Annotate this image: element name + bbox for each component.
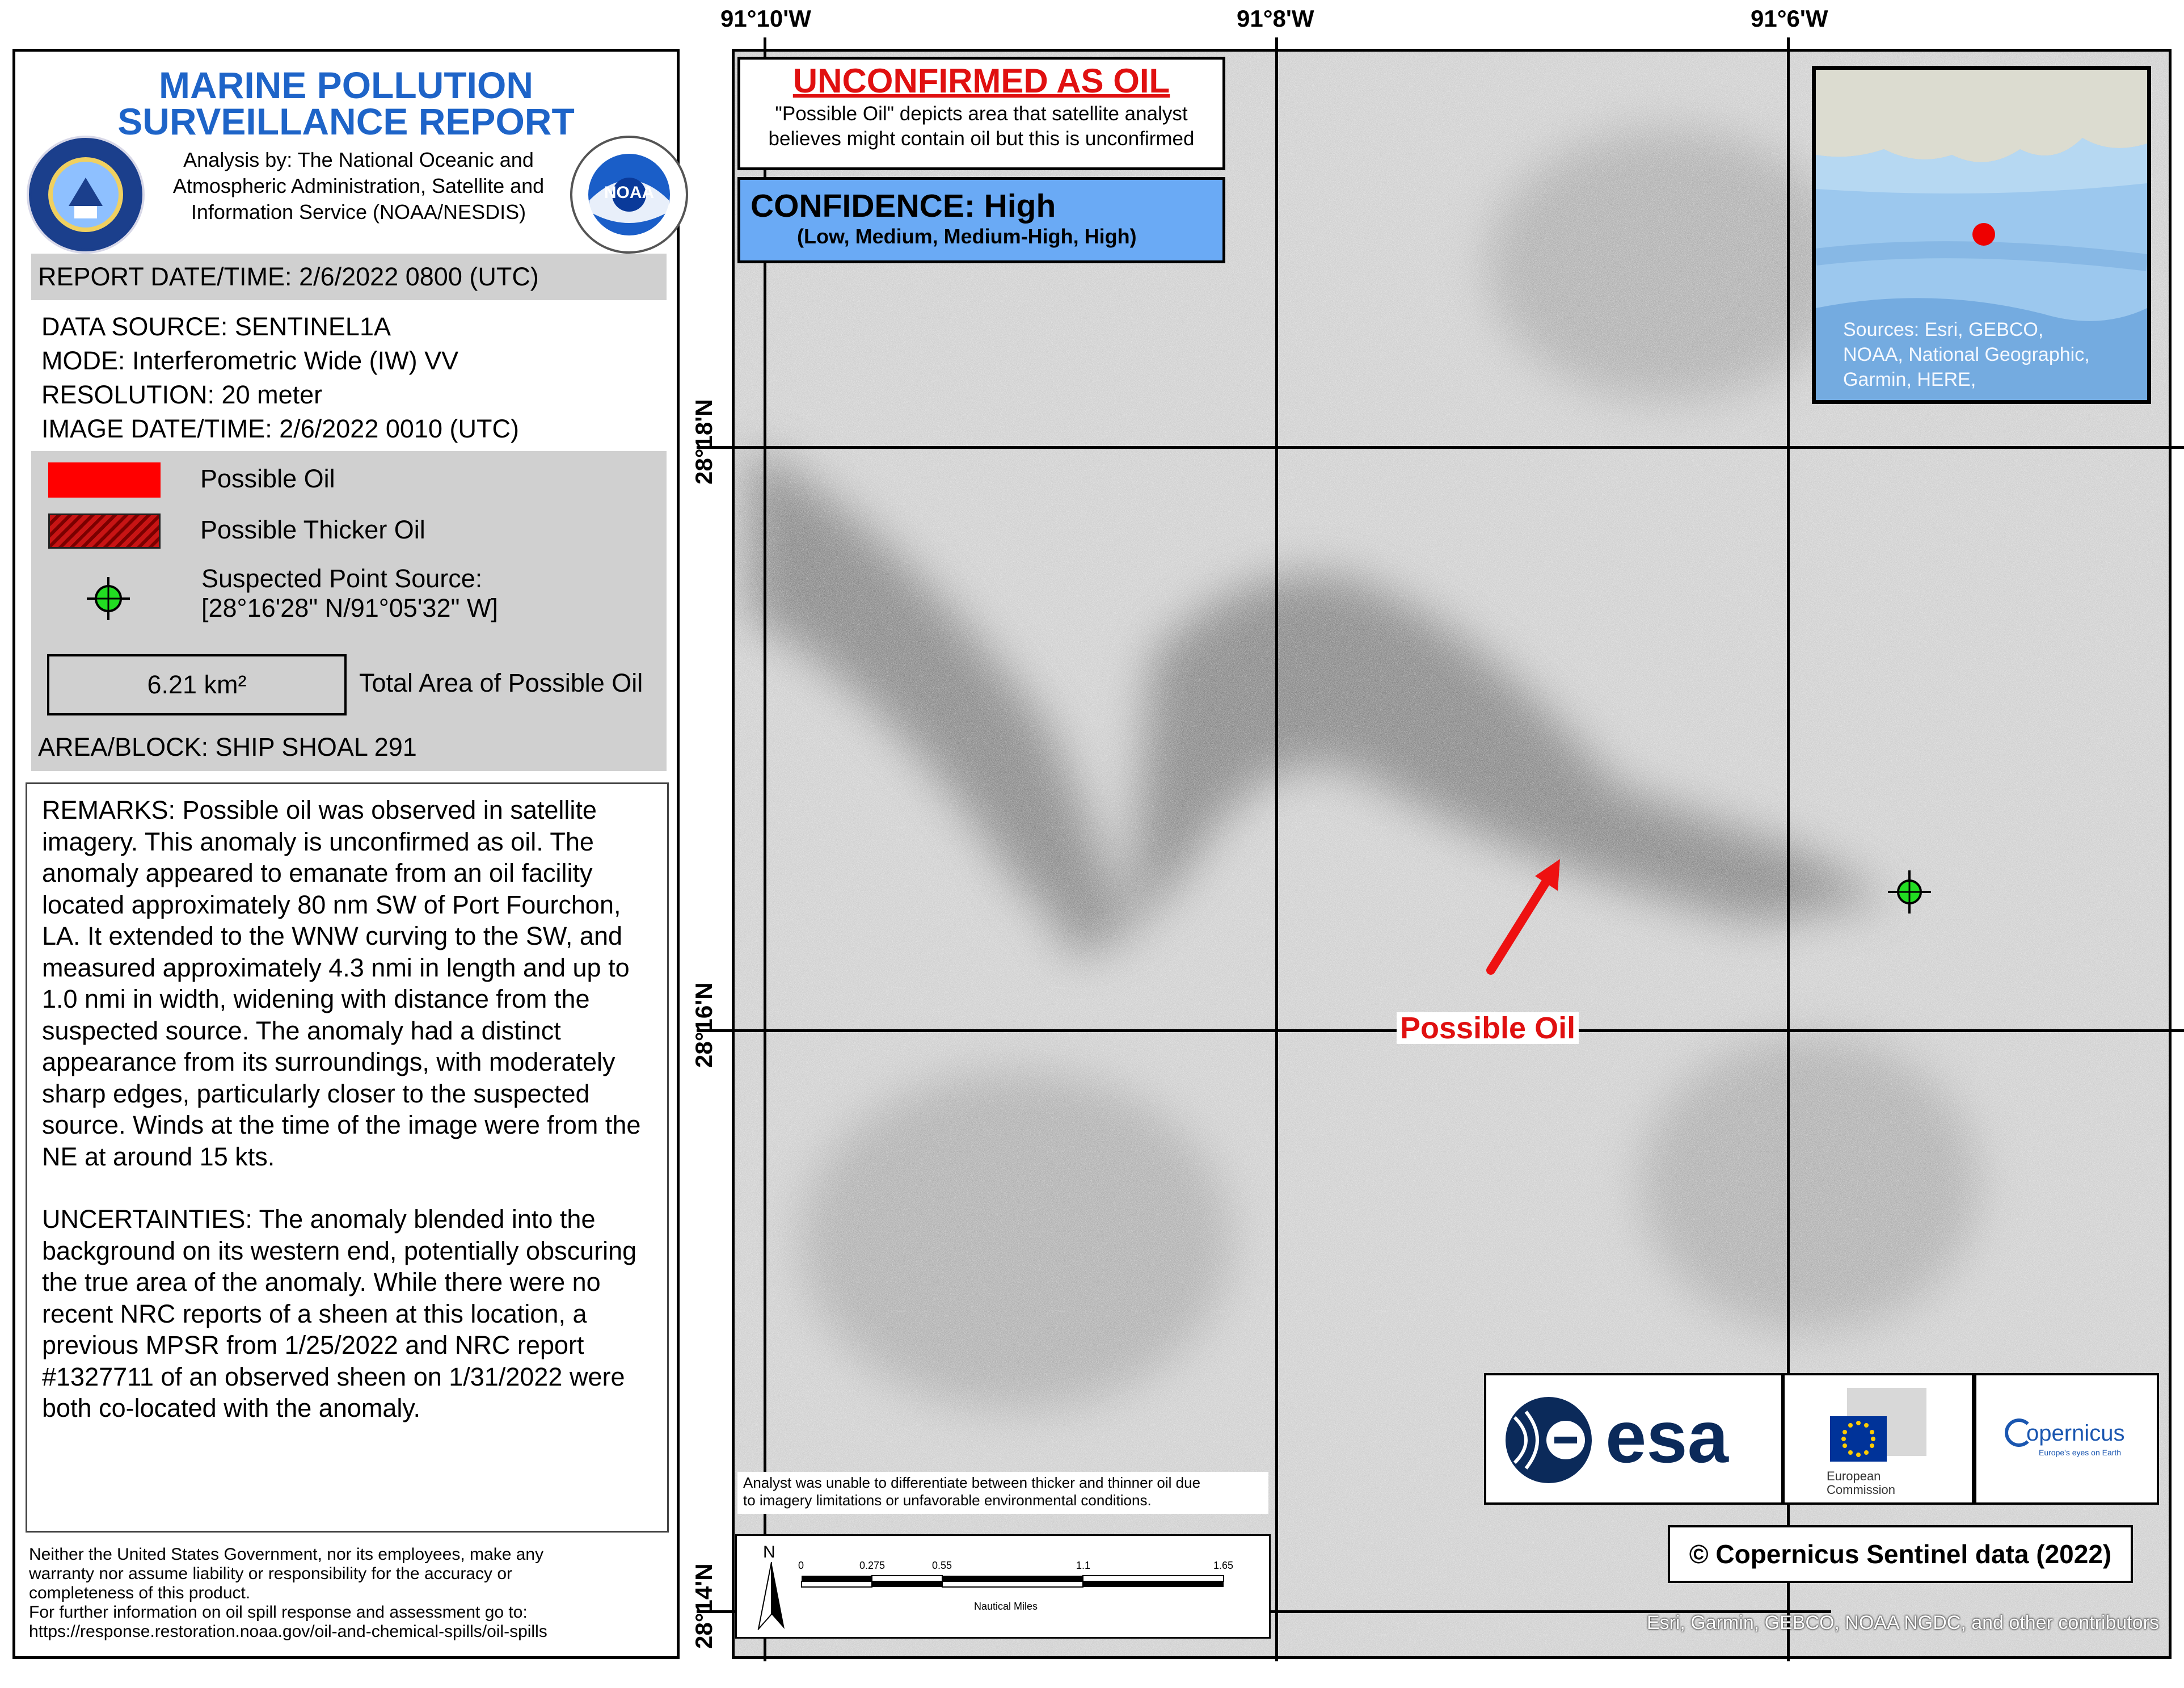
mode: MODE: Interferometric Wide (IW) VV: [41, 346, 459, 375]
analysis-line1: Analysis by: The National Oceanic and: [183, 148, 534, 171]
total-area-label: Total Area of Possible Oil: [359, 668, 643, 697]
copyright-box: © Copernicus Sentinel data (2022): [1668, 1525, 2133, 1583]
legend-possible-oil: Possible Oil: [200, 464, 335, 493]
scale-tick-1: 0.275: [859, 1560, 886, 1571]
esa-emblem-icon: [1503, 1395, 1594, 1485]
remarks-text: REMARKS: Possible oil was observed in satellite imagery. This anomaly is unconfirmed as oil. The anomaly appeared to emanate from an oil facility located approximately 80 nm SW of Port Fourchon, LA. It extended to the WNW curving to the SW, and measured approximately 4.3 nmi in length and up to 1.0 nmi in width, widening with distance from the suspected source. The anomaly had a distinct appearance from its surroundings, with moderately sharp edges, particularly closer to the suspected source. Winds at the time of the image were from the NE at around 15 kts.: [42, 795, 641, 1171]
noaa-logo-icon: [570, 136, 688, 254]
analyst-note: [737, 1472, 1268, 1514]
scale-tick-4: 1.65: [1213, 1560, 1234, 1571]
disclaimer-link[interactable]: https://response.restoration.noaa.gov/oil-and-chemical-spills/oil-spills: [29, 1622, 547, 1641]
report-title-line2: SURVEILLANCE REPORT: [117, 100, 575, 142]
legend-point-source-coords: [28°16'28" N/91°05'32" W]: [201, 593, 498, 622]
north-label: N: [763, 1543, 775, 1561]
scale-tick-3: 1.1: [1076, 1560, 1091, 1571]
european-commission-logo: [1782, 1373, 1974, 1505]
grid-line-lat-1: [697, 446, 2184, 449]
map-attribution: Esri, Garmin, GEBCO, NOAA NGDC, and other contributors: [1646, 1612, 2159, 1634]
inset-sources-line1: Sources: Esri, GEBCO,: [1843, 319, 2044, 340]
thicker-oil-swatch: [48, 513, 161, 549]
grid-line-lon-1: [764, 37, 766, 1661]
possible-oil-arrow-icon: [1475, 851, 1577, 982]
lat-label-3: 28°14'N: [690, 1563, 717, 1649]
report-title-line1: MARINE POLLUTION: [159, 64, 533, 106]
copernicus-logo-text: opernicus: [2026, 1421, 2125, 1446]
data-source: DATA SOURCE: SENTINEL1A: [41, 312, 391, 341]
copernicus-tagline: Europe's eyes on Earth: [2039, 1448, 2122, 1457]
point-source-icon: [86, 576, 131, 621]
north-arrow-icon: [757, 1562, 786, 1630]
lon-label-3: 91°6'W: [1751, 5, 1828, 32]
unconfirmed-line2: believes might contain oil but this is unconfirmed: [768, 128, 1195, 150]
lon-label-2: 91°8'W: [1237, 5, 1314, 32]
legend-thicker-oil: Possible Thicker Oil: [200, 515, 425, 544]
lat-label-1: 28°18'N: [690, 399, 717, 485]
uncertainties-text: UNCERTAINTIES: The anomaly blended into the background on its western end, potentially obscuring the true area of the anomaly. While there were no recent NRC reports of a sheen at this location, a previous MPSR from 1/25/2022 and NRC report #1327711 of an observed sheen on 1/31/2022 were both co-located with the anomaly.: [42, 1205, 637, 1422]
inset-locator-map: [1812, 66, 2151, 404]
area-block: AREA/BLOCK: SHIP SHOAL 291: [31, 723, 667, 771]
image-datetime: IMAGE DATE/TIME: 2/6/2022 0010 (UTC): [41, 414, 519, 443]
disclaimer-line4: For further information on oil spill response and assessment go to:: [29, 1603, 528, 1622]
esa-logo: [1484, 1373, 1784, 1505]
copernicus-logo: [1974, 1373, 2159, 1505]
disclaimer-line2: warranty nor assume liability or responsibility for the accuracy or: [29, 1564, 512, 1583]
lat-label-2: 28°16'N: [690, 982, 717, 1068]
report-datetime: REPORT DATE/TIME: 2/6/2022 0800 (UTC): [31, 254, 667, 300]
report-panel: [12, 49, 680, 1659]
unconfirmed-line1: "Possible Oil" depicts area that satellite analyst: [775, 103, 1188, 125]
possible-oil-swatch: [48, 462, 161, 498]
esa-logo-text: esa: [1605, 1395, 1728, 1478]
confidence-scale: (Low, Medium, Medium-High, High): [797, 225, 1137, 248]
inset-sources-line2: NOAA, National Geographic,: [1843, 344, 2090, 365]
analyst-note-line1: Analyst was unable to differentiate between thicker and thinner oil due: [743, 1474, 1201, 1491]
ec-logo-line1: European: [1827, 1469, 1881, 1483]
remarks-box: [26, 782, 669, 1533]
disclaimer-line1: Neither the United States Government, nor its employees, make any: [29, 1545, 544, 1564]
disclaimer-line3: completeness of this product.: [29, 1584, 251, 1602]
lon-label-1: 91°10'W: [720, 5, 811, 32]
inset-sources-line3: Garmin, HERE,: [1843, 369, 1976, 390]
scale-tick-0: 0: [798, 1560, 804, 1571]
resolution: RESOLUTION: 20 meter: [41, 380, 323, 409]
suspected-point-source-marker[interactable]: [1887, 869, 1932, 915]
scale-unit: Nautical Miles: [974, 1601, 1038, 1612]
total-area-value: 6.21 km²: [47, 654, 347, 715]
scale-bar-box: [735, 1534, 1271, 1639]
legend-point-source-title: Suspected Point Source:: [201, 564, 483, 593]
confidence-box: [737, 177, 1225, 263]
grid-line-lon-2: [1275, 37, 1278, 1661]
unconfirmed-title: UNCONFIRMED AS OIL: [792, 62, 1170, 100]
possible-oil-label: Possible Oil: [1397, 1012, 1579, 1044]
analysis-line3: Information Service (NOAA/NESDIS): [191, 200, 526, 224]
commerce-seal-icon: [27, 136, 145, 254]
ec-logo-line2: Commission: [1827, 1483, 1896, 1497]
noaa-logo-text: NOAA: [604, 183, 655, 202]
legend: [31, 451, 667, 752]
confidence-title: CONFIDENCE: High: [751, 188, 1056, 224]
scale-tick-2: 0.55: [932, 1560, 952, 1571]
analysis-line2: Atmospheric Administration, Satellite and: [172, 174, 545, 197]
analyst-note-line2: to imagery limitations or unfavorable environmental conditions.: [743, 1492, 1152, 1509]
unconfirmed-box: [737, 57, 1225, 170]
